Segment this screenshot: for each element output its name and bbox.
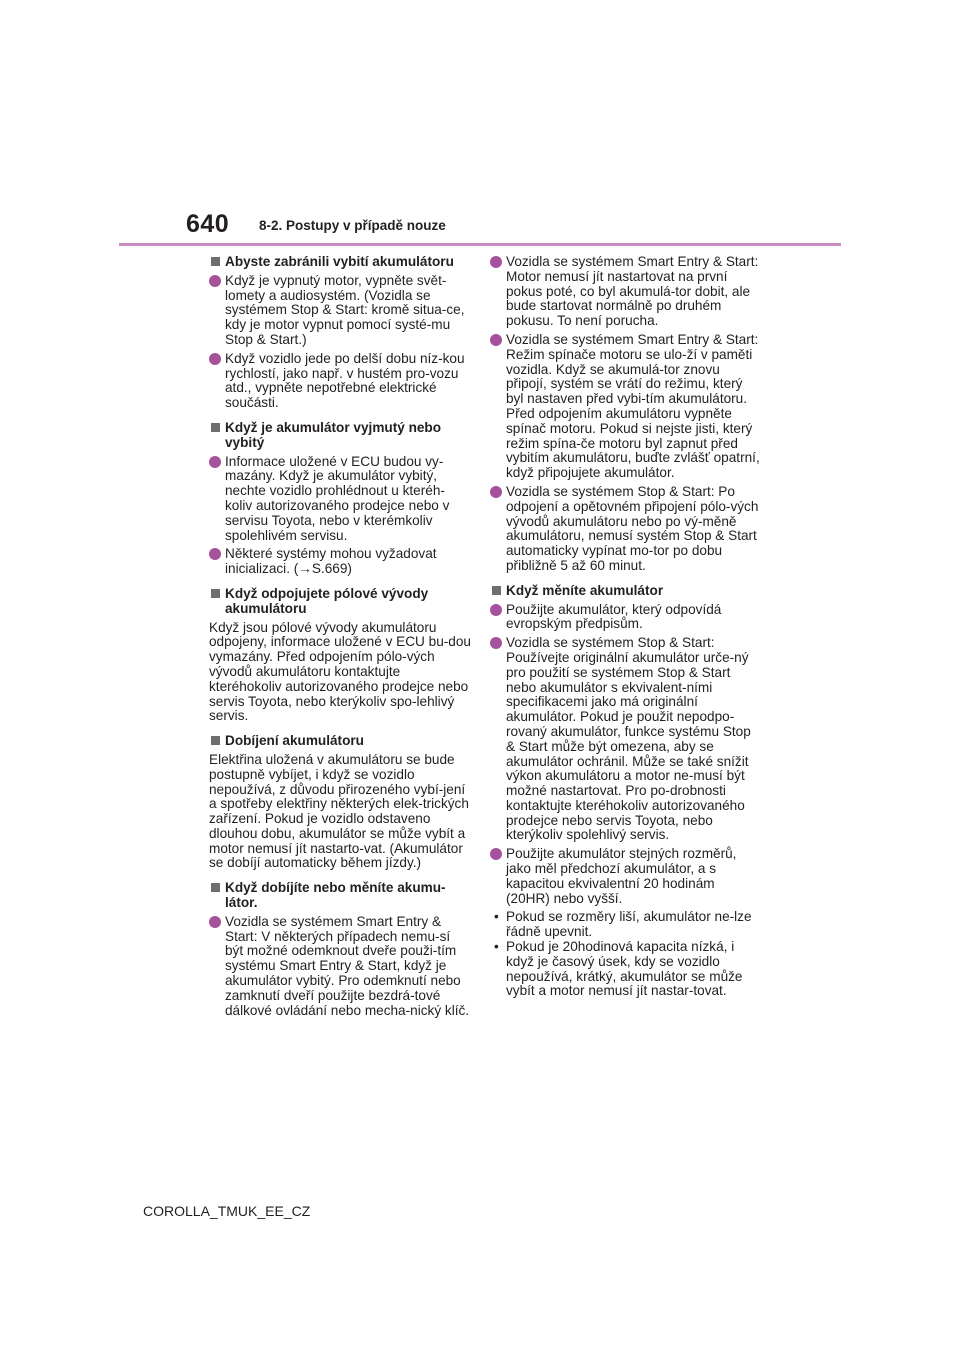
heading-text: Když je akumulátor vyjmutý nebo vybitý bbox=[225, 419, 442, 450]
list-item-text: Vozidla se systémem Smart Entry & Start: Motor nemusí jít nastartovat na první pokus poté, co byl akumulá-tor dobit, ale bude startovat normálně po druhém pokusu. To není porucha. bbox=[506, 254, 759, 329]
list-item bbox=[209, 274, 471, 348]
list-item bbox=[490, 847, 760, 906]
heading-text: Abyste zabránili vybití akumulátoru bbox=[225, 254, 454, 269]
list-item bbox=[490, 636, 760, 843]
dot-marker: • bbox=[494, 909, 499, 925]
sub-list-item bbox=[490, 910, 760, 940]
list-item-text: Informace uložené v ECU budou vy-mazány. Když je akumulátor vybitý, nechte vozidlo prohlédnout u kteréh-koliv autorizovaného prodejce nebo v servisu Toyota, nebo v kterémkoliv spolehlivém servisu. bbox=[225, 453, 450, 543]
list-item bbox=[490, 255, 760, 329]
list-item-text: Použijte akumulátor, který odpovídá evropským předpisům. bbox=[506, 601, 722, 632]
document-code: COROLLA_TMUK_EE_CZ bbox=[143, 1203, 311, 1219]
circle-bullet-icon bbox=[209, 456, 221, 468]
heading-charging bbox=[209, 734, 471, 749]
circle-bullet-icon bbox=[490, 637, 502, 649]
list-item bbox=[209, 547, 471, 577]
list-item-text: Když je vypnutý motor, vypněte svět-lomety a audiosystém. (Vozidla se systémem Stop & Start: kromě situa-ce, kdy je motor vypnut pomocí systé-mu Stop & Start.) bbox=[225, 272, 465, 347]
heading-battery-removed bbox=[209, 421, 471, 451]
circle-bullet-icon bbox=[209, 353, 221, 365]
square-bullet-icon bbox=[492, 586, 501, 595]
list-item bbox=[209, 455, 471, 544]
section-title: 8-2. Postupy v případě nouze bbox=[259, 218, 446, 233]
list-item bbox=[209, 352, 471, 411]
heading-replacing-battery bbox=[490, 584, 760, 599]
heading-charging-replacing bbox=[209, 881, 471, 911]
sub-list-item-text: Pokud je 20hodinová kapacita nízká, i když je časový úsek, kdy se vozidlo nepoužívá, krátký, akumulátor se může vybít a motor nemusí jít nastar-tovat. bbox=[506, 939, 743, 999]
dot-marker: • bbox=[494, 939, 499, 955]
list-item-text: Když vozidlo jede po delší dobu níz-kou rychlostí, jako např. v hustém pro-vozu atd., vypněte nepotřebné elektrické součásti. bbox=[225, 350, 465, 411]
list-item-text: Vozidla se systémem Stop & Start: Po odpojení a opětovném připojení pólo-vých vývodů akumulátoru nebo po vý-měně akumulátoru, nemusí systém Stop & Start automaticky vypínat mo-tor po dobu přibližně 5 až 60 minut. bbox=[506, 483, 759, 573]
list-item bbox=[490, 485, 760, 574]
list-item-text: Vozidla se systémem Smart Entry & Start: Režim spínače motoru se ulo-ží v paměti vozidla. Když se akumulá-tor znovu připojí, systém se vrátí do režimu, který byl nastaven před vybi-tím akumulátoru. Před odpojením akumulátoru vypněte spínač motoru. Pokud si nejste jisti, který režim spína-če motoru byl zapnut před vybitím akumulátoru, buďte zvlášť opatrní, když připojujete akumulátor. bbox=[506, 331, 760, 481]
sub-list-item-text: Pokud se rozměry liší, akumulátor ne-lze řádně upevnit. bbox=[506, 909, 752, 940]
sub-list-item bbox=[490, 940, 760, 999]
paragraph: Elektřina uložená v akumulátoru se bude postupně vybíjet, i když se vozidlo nepoužívá, z důvodu přirozeného vybí-jení a spotřeby elektřiny některých elek-trických zařízení. Pokud je vozidlo odstaveno dlouhou dobu, akumulátor se může vybít a motor nemusí jít nastarto-vat. (Akumulátor se dobíjí automaticky během jízdy.) bbox=[209, 751, 469, 871]
list-item bbox=[490, 333, 760, 481]
header-divider bbox=[119, 243, 841, 246]
square-bullet-icon bbox=[211, 257, 220, 266]
circle-bullet-icon bbox=[209, 275, 221, 287]
list-item bbox=[490, 603, 760, 633]
circle-bullet-icon bbox=[490, 486, 502, 498]
list-item-text: Použijte akumulátor stejných rozměrů, jako měl předchozí akumulátor, a s kapacitou ekvivalentní 20 hodinám (20HR) nebo vyšší. bbox=[506, 846, 737, 906]
heading-disconnect-terminals bbox=[209, 587, 471, 617]
heading-prevent-discharge bbox=[209, 255, 471, 270]
left-column bbox=[209, 255, 471, 1022]
paragraph: Když jsou pólové vývody akumulátoru odpojeny, informace uložené v ECU bu-dou vymazány. Před odpojením pólo-vých vývodů akumulátoru kontaktujte kteréhokoliv autorizovaného prodejce nebo servis Toyota, nebo kterýkoliv spo-lehlivý servis. bbox=[209, 619, 471, 724]
circle-bullet-icon bbox=[209, 548, 221, 560]
page-reference-link[interactable]: S.669) bbox=[311, 561, 352, 577]
list-item-text: Vozidla se systémem Smart Entry & Start: V některých případech nemu-sí být možné odemknout dveře použi-tím systému Smart Entry & Start, když je akumulátor vybitý. Pro odemknutí nebo zamknutí dveří použijte bezdrá-tové dálkové ovládání nebo mecha-nický klíč. bbox=[225, 913, 470, 1018]
list-item bbox=[209, 915, 471, 1019]
circle-bullet-icon bbox=[209, 916, 221, 928]
square-bullet-icon bbox=[211, 883, 220, 892]
heading-text: Dobíjení akumulátoru bbox=[225, 733, 364, 749]
circle-bullet-icon bbox=[490, 256, 502, 268]
arrow-right-icon: → bbox=[298, 561, 312, 577]
square-bullet-icon bbox=[211, 589, 220, 598]
circle-bullet-icon bbox=[490, 604, 502, 616]
square-bullet-icon bbox=[211, 736, 220, 745]
list-item-text: Vozidla se systémem Stop & Start: Používejte originální akumulátor urče-ný pro použití se systémem Stop & Start nebo akumulátor s ekvivalent-ními specifikacemi jako má originální akumulátor. Pokud je použit nepodpo-rovaný akumulátor, funkce systému Stop & Start může být omezena, aby se akumulátor ochránil. Může se také snížit výkon akumulátoru a motor ne-musí být možné nastartovat. Pro po-drobnosti kontaktujte kteréhokoliv autorizovaného prodejce nebo servis Toyota, nebo kterýkoliv spolehlivý servis. bbox=[506, 635, 751, 843]
circle-bullet-icon bbox=[490, 848, 502, 860]
page-number: 640 bbox=[186, 210, 230, 238]
heading-text: Když měníte akumulátor bbox=[506, 582, 664, 598]
right-column bbox=[490, 255, 760, 999]
square-bullet-icon bbox=[211, 423, 220, 432]
list-item-text: Některé systémy mohou vyžadovat inicializaci. ( bbox=[225, 546, 437, 577]
circle-bullet-icon bbox=[490, 334, 502, 346]
heading-text: Když dobíjíte nebo měníte akumu-látor. bbox=[225, 880, 446, 911]
heading-text: Když odpojujete pólové vývody akumulátoru bbox=[225, 585, 429, 616]
